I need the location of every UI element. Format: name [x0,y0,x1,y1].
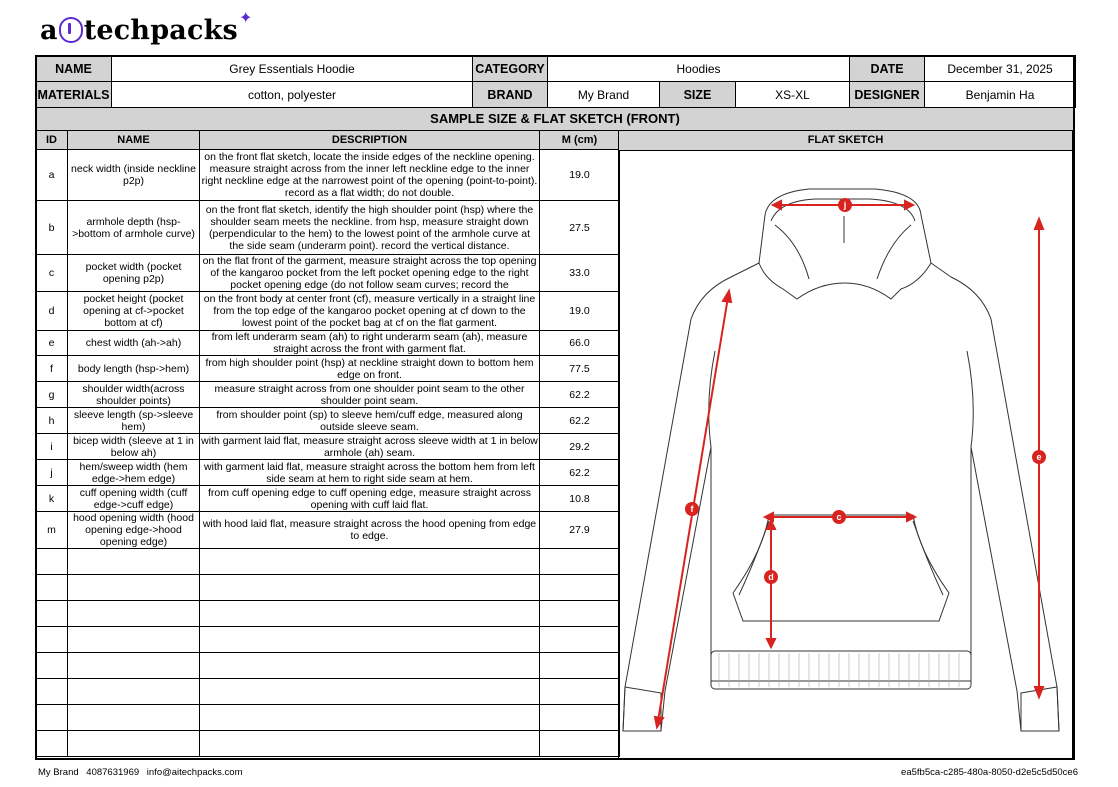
table-row [36,460,620,486]
sparkle-icon: ✦ [238,10,253,27]
row-measurement: 19.0 [540,292,620,331]
brand-logo [40,10,252,50]
marker-e-label: e [1036,452,1042,462]
empty-cell [540,679,620,705]
row-description: with garment laid flat, measure straight across sleeve width at 1 in below armhole (ah) seam. [201,434,538,459]
empty-cell [540,549,620,575]
table-row [36,255,620,292]
row-measurement: 10.8 [540,486,620,512]
footer-brand: My Brand [38,767,79,778]
row-measurement: 66.0 [540,331,620,356]
marker-c-label: c [836,512,842,522]
empty-cell [200,679,540,705]
table-row [36,356,620,382]
row-description: on the front body at center front (cf), measure vertically in a straight line from the top edge of the kangaroo pocket opening at cf down to the lowest point of the pocket bag at cf on the flat garment. [200,292,540,331]
row-measurement: 77.5 [540,356,620,382]
empty-table-row [36,679,620,705]
marker-d-label: d [768,572,774,582]
row-description: from high shoulder point (hsp) at neckline straight down to bottom hem edge on front. [200,356,540,382]
row-measurement: 33.0 [540,255,620,292]
size-label: SIZE [660,82,736,108]
empty-cell [68,549,200,575]
footer-doc-id: ea5fb5ca-c285-480a-8050-d2e5c5d50ce6 [901,767,1078,778]
materials-label: MATERIALS [36,82,112,108]
table-row [36,201,620,255]
hem-ribbing [719,653,959,687]
empty-table-row [36,627,620,653]
hood-inner-curve [775,225,911,279]
materials-value: cotton, polyester [112,82,473,108]
empty-table-row [36,731,620,757]
empty-cell [36,601,68,627]
row-name: bicep width (sleeve at 1 in below ah) [68,434,200,460]
row-description: from shoulder point (sp) to sleeve hem/cuff edge, measured along outside sleeve seam. [200,408,540,434]
row-id: i [36,434,68,460]
table-row [36,434,620,460]
row-description: on the front flat sketch, locate the inside edges of the neckline opening. measure straight across from the inner left neckline edge to the inner right neckline edge at the narrowest point of the opening (point-to-point). record as a flat width; do not double. [200,150,540,201]
empty-cell [540,731,620,757]
row-id: h [36,408,68,434]
right-armhole-seam [967,351,973,447]
footer-contact [38,767,248,778]
empty-cell [68,679,200,705]
row-name: cuff opening width (cuff edge->cuff edge) [68,486,200,512]
row-id: d [36,292,68,331]
table-row [36,382,620,408]
footer-email[interactable]: info@aitechpacks.com [146,767,243,778]
empty-table-row [36,653,620,679]
row-measurement: 27.9 [540,512,620,549]
table-row [36,486,620,512]
empty-cell [540,653,620,679]
row-id: c [36,255,68,292]
row-id: m [36,512,68,549]
date-label: DATE [850,56,925,82]
row-id: a [36,150,68,201]
empty-cell [36,705,68,731]
empty-cell [68,575,200,601]
row-description: measure straight across from one shoulder point seam to the other shoulder point seam. [200,382,540,408]
empty-cell [68,731,200,757]
row-description: with garment laid flat, measure straight across the bottom hem from left side seam at hem to right side seam at hem. [200,460,540,486]
empty-cell [36,575,68,601]
col-header-name: NAME [68,131,200,150]
row-id: g [36,382,68,408]
empty-cell [200,601,540,627]
empty-cell [36,679,68,705]
row-id: e [36,331,68,356]
row-name: pocket width (pocket opening p2p) [68,255,200,292]
row-description: on the front flat sketch, identify the high shoulder point (hsp) where the shoulder seam meets the neckline. from hsp, measure straight down (perpendicular to the hem) to the lowest point of the armhole curve at the side seam (underarm point). record the vertical distance. [200,201,540,255]
brand-label: BRAND [473,82,548,108]
empty-cell [540,705,620,731]
row-measurement: 29.2 [540,434,620,460]
table-row [36,512,620,549]
hoodie-flat-sketch [619,151,1072,758]
row-name: body length (hsp->hem) [68,356,200,382]
row-name: chest width (ah->ah) [68,331,200,356]
table-row [36,150,620,201]
measurement-table [35,130,620,757]
logo-prefix: a [40,14,58,46]
empty-cell [36,549,68,575]
empty-cell [200,549,540,575]
row-description: from cuff opening edge to cuff opening edge, measure straight across opening with cuff laid flat. [200,486,540,512]
empty-cell [36,653,68,679]
col-header-description: DESCRIPTION [200,131,540,150]
row-description: on the flat front of the garment, measure straight across the top opening of the kangaroo pocket from the left pocket opening edge to the right pocket opening edge (do not follow seam curves; record the [200,255,540,292]
row-name: shoulder width(across shoulder points) [68,382,200,408]
col-header-id: ID [36,131,68,150]
left-cuff [623,687,661,731]
designer-value: Benjamin Ha [925,82,1076,108]
empty-cell [36,627,68,653]
header-table [35,55,1076,108]
empty-cell [540,627,620,653]
logo-suffix: techpacks [83,14,238,46]
col-header-m: M (cm) [540,131,620,150]
name-value: Grey Essentials Hoodie [112,56,473,82]
empty-table-row [36,705,620,731]
size-value: XS-XL [736,82,850,108]
empty-cell [540,601,620,627]
row-name: neck width (inside neckline p2p) [68,150,200,201]
row-id: b [36,201,68,255]
hoodie-body-outline [623,263,1059,731]
section-title: SAMPLE SIZE & FLAT SKETCH (FRONT) [35,107,1075,131]
marker-j-label: j [843,200,847,210]
empty-cell [68,705,200,731]
row-measurement: 27.5 [540,201,620,255]
empty-cell [200,705,540,731]
row-name: hem/sweep width (hem edge->hem edge) [68,460,200,486]
row-name: armhole depth (hsp->bottom of armhole curve) [68,201,200,255]
empty-cell [68,627,200,653]
row-id: f [36,356,68,382]
empty-table-row [36,601,620,627]
table-row [36,408,620,434]
brand-value: My Brand [548,82,660,108]
empty-cell [200,627,540,653]
row-id: j [36,460,68,486]
row-measurement: 62.2 [540,382,620,408]
hem-band [711,651,971,689]
empty-cell [36,731,68,757]
row-measurement: 62.2 [540,460,620,486]
logo-i-mark-icon [59,17,83,43]
table-row [36,292,620,331]
row-id: k [36,486,68,512]
row-name: hood opening width (hood opening edge->hood opening edge) [68,512,200,549]
empty-cell [68,601,200,627]
row-measurement: 19.0 [540,150,620,201]
marker-f-label: f [690,504,694,514]
empty-cell [200,653,540,679]
empty-cell [200,731,540,757]
empty-table-row [36,549,620,575]
footer-phone: 4087631969 [86,767,140,778]
flat-sketch-header: FLAT SKETCH [619,131,1072,151]
row-measurement: 62.2 [540,408,620,434]
name-label: NAME [36,56,112,82]
empty-table-row [36,575,620,601]
date-value: December 31, 2025 [925,56,1076,82]
flat-sketch-panel [618,130,1073,759]
row-description: with hood laid flat, measure straight across the hood opening from edge to edge. [200,512,540,549]
table-row [36,331,620,356]
category-label: CATEGORY [473,56,548,82]
empty-cell [200,575,540,601]
row-description: from left underarm seam (ah) to right underarm seam (ah), measure straight across the front with garment flat. [200,331,540,356]
row-name: pocket height (pocket opening at cf->pocket bottom at cf) [68,292,200,331]
category-value: Hoodies [548,56,850,82]
row-name: sleeve length (sp->sleeve hem) [68,408,200,434]
empty-cell [540,575,620,601]
empty-cell [68,653,200,679]
designer-label: DESIGNER [850,82,925,108]
